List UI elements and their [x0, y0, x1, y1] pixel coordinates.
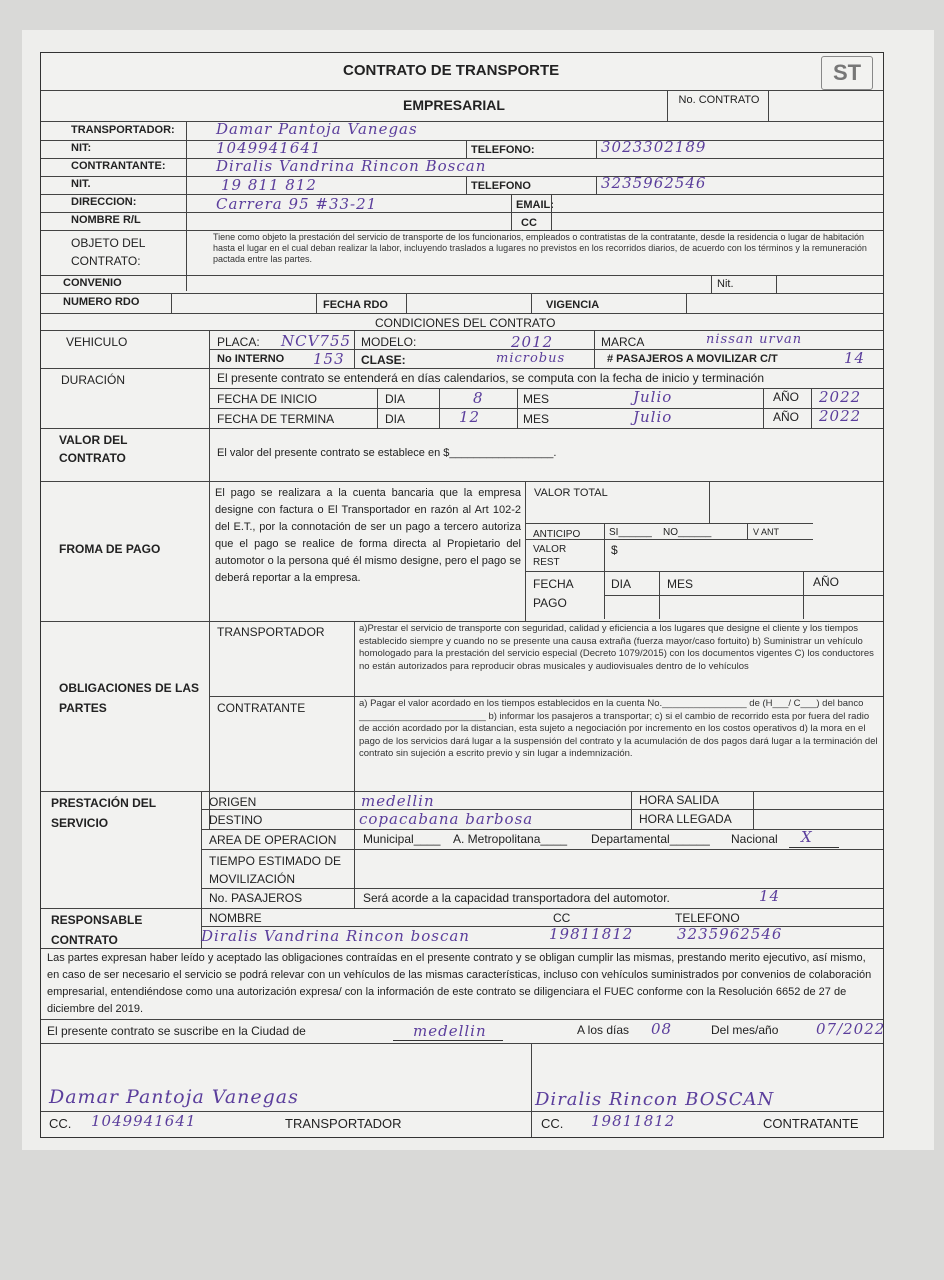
pago-text: El pago se realizara a la cuenta bancaria que la empresa designe con factura o El Transportador en razón al Art 102-2 del E.T., por la connotación de ser un pago a tercero autoriza que el pago se realice de forma directa al Propietario del automotor o la persona qué él mismo designe, pero el pago se deberá reportar a la empresa.	[215, 487, 521, 584]
duracion-text: El presente contrato se entenderá en días calendarios, se computa con la fecha de inicio y terminación	[217, 371, 764, 385]
fin-ano-value: 2022	[819, 407, 862, 425]
anticipo-si: SI______	[609, 527, 652, 538]
ciudad-label: El presente contrato se suscribe en la Ciudad de	[47, 1024, 306, 1038]
hora-llegada-label: HORA LLEGADA	[639, 812, 732, 826]
fin-mes-label: MES	[523, 412, 550, 426]
obligaciones-label: OBLIGACIONES DE LAS PARTES	[59, 681, 200, 715]
divider	[41, 330, 883, 331]
placa-value: NCV755	[281, 332, 352, 350]
tiempo-label: TIEMPO ESTIMADO DE MOVILIZACIÓN	[209, 854, 342, 886]
interno-label: No INTERNO	[217, 353, 285, 365]
area-municipal: Municipal____	[363, 832, 441, 846]
divider	[631, 791, 632, 829]
resp-cc-value: 19811812	[549, 925, 634, 943]
divider	[41, 230, 883, 231]
divider	[525, 523, 813, 524]
divider	[186, 121, 187, 291]
obl-contratante-text: a) Pagar el valor acordado en los tiempos establecidos en la cuenta No.________________ de (H___/ C___) del banco ________________________ b) informar los pasajeros a transportar; c) si el cambio de recorrido esta por fuera del radio de acción acordado por la distancian, esta sujeto a negociación por incremento en los costos operativos d) la mora en el pago de los servicios dará lugar a la suspensión del contrato y la acumulación de dos pagos dará lugar a la terminación del contrato sin sujeción a escrito previo y sin lugar a indemnización.	[359, 698, 878, 759]
fin-dia-label: DIA	[385, 412, 406, 426]
conditions-title: CONDICIONES DEL CONTRATO	[375, 316, 556, 330]
vehiculo-label: VEHICULO	[66, 335, 128, 349]
divider	[776, 275, 777, 293]
divider	[201, 809, 883, 810]
email-label: EMAIL:	[516, 199, 554, 211]
nacional-line	[789, 847, 839, 848]
area-metropolitana: A. Metropolitana____	[453, 832, 568, 846]
contract-form	[40, 52, 884, 1138]
contratante-value: Diralis Vandrina Rincon Boscan	[216, 157, 487, 175]
area-nacional: Nacional	[731, 832, 778, 846]
inicio-mes-value: Julio	[633, 388, 673, 406]
divider	[525, 539, 813, 540]
fecha-termina-label: FECHA DE TERMINA	[217, 412, 335, 426]
form-subtitle: EMPRESARIAL	[403, 97, 505, 113]
divider	[41, 1043, 883, 1044]
destino-label: DESTINO	[209, 813, 263, 827]
transportador-cc-label: CC.	[49, 1116, 72, 1131]
divider	[41, 176, 883, 177]
fecha-inicio-label: FECHA DE INICIO	[217, 392, 318, 406]
inicio-dia-value: 8	[473, 389, 484, 407]
pasajeros-label: # PASAJEROS A MOVILIZAR C/T	[607, 353, 778, 365]
nombre-rl-label: NOMBRE R/L	[71, 214, 141, 226]
transportador-sign-label: TRANSPORTADOR	[285, 1116, 402, 1131]
direccion-label: DIRECCION:	[71, 196, 137, 208]
objeto-text: Tiene como objeto la prestación del servicio de transporte de los funcionarios, empleados o contratistas de la contratante, desde la residencia o lugar de habitación hasta el lugar en el cual deban realizar la labor, incluyendo traslados a lugares no previstos en los recorridos diarios, de acuerdo con los términos y la remuneración pactada entre las partes.	[213, 232, 867, 264]
rdo-label: NUMERO RDO	[63, 296, 140, 308]
divider	[209, 349, 883, 350]
divider	[41, 140, 883, 141]
modelo-label: MODELO:	[361, 335, 417, 349]
clase-label: CLASE:	[361, 353, 406, 367]
objeto-label: OBJETO DEL CONTRATO:	[71, 236, 146, 268]
pago-mes-label: MES	[667, 577, 694, 591]
divider	[41, 948, 883, 949]
divider	[466, 176, 467, 194]
divider	[753, 791, 754, 829]
contratante-sign-label: CONTRATANTE	[763, 1116, 859, 1131]
divider	[201, 829, 883, 830]
nit-label: NIT:	[71, 142, 92, 154]
divider	[209, 388, 883, 389]
divider	[41, 791, 883, 792]
hora-salida-label: HORA SALIDA	[639, 793, 720, 807]
resp-nombre-label: NOMBRE	[209, 911, 262, 925]
responsable-label: RESPONSABLE CONTRATO	[51, 913, 143, 947]
obl-transportador-label: TRANSPORTADOR	[217, 625, 325, 639]
valor-label: VALOR DEL CONTRATO	[59, 433, 128, 465]
obl-transportador-text: a)Prestar el servicio de transporte con seguridad, calidad y eficiencia a los lugares que designe el cliente y los tiempos establecido siempre y cuando no se presente una causa extraña (fuerza mayor/caso fortuito) b) Suministrar un vehículo homologado para la prestación del servicio especial (Decreto 1079/2015) con los documentos vigentes C) los conductores no están autorizados para reproducir obras musicales y audiovisuales dentro de lo vehículos	[359, 623, 874, 672]
divider	[41, 194, 883, 195]
inicio-dia-label: DIA	[385, 392, 406, 406]
divider	[406, 293, 407, 313]
contratante-cc-label: CC.	[541, 1116, 564, 1131]
contratante-label: CONTRANTANTE:	[71, 160, 166, 172]
contratante-cc-value: 19811812	[591, 1112, 676, 1130]
divider	[209, 696, 883, 697]
mes-ano-label: Del mes/año	[711, 1023, 779, 1037]
valor-rest-label: VALOR REST	[533, 544, 567, 568]
divider	[596, 176, 597, 194]
direccion-value: Carrera 95 #33-21	[216, 195, 378, 213]
divider	[41, 908, 883, 909]
divider	[41, 481, 883, 482]
divider	[531, 293, 532, 313]
transportador-label: TRANSPORTADOR:	[71, 124, 175, 136]
valor-rest-dollar: $	[611, 543, 618, 557]
resp-nombre-value: Diralis Vandrina Rincon boscan	[201, 927, 470, 945]
divider	[525, 481, 526, 621]
no-pasajeros-text: Será acorde a la capacidad transportadora del automotor.	[363, 891, 670, 905]
divider	[686, 293, 687, 313]
anticipo-label: ANTICIPO	[533, 529, 581, 540]
divider	[41, 621, 883, 622]
fin-dia-value: 12	[459, 408, 481, 426]
vigencia-label: VIGENCIA	[546, 299, 600, 311]
valor-text: El valor del presente contrato se establece en $_________________.	[217, 447, 557, 459]
contratante-signature: Diralis Rincon BOSCAN	[535, 1089, 775, 1110]
fecha-rdo-label: FECHA RDO	[323, 299, 388, 311]
divider	[466, 140, 467, 158]
dias-value: 08	[651, 1020, 673, 1038]
nit-value: 1049941641	[216, 139, 322, 157]
v-ant-label: V ANT	[753, 527, 780, 537]
no-pasajeros-value: 14	[759, 887, 781, 905]
closing-text: Las partes expresan haber leído y aceptado las obligaciones contraídas en el presente contrato y se obligan cumplir las mismas, prestando merito ejecutivo, así mismo, en caso de ser necesario el servicio se podrá relevar con un vehículos de las mismas características, incluso con vehículos suministrados por convenios de colaboración empresarial, entendiéndose como una autorización expresa/ con la información de este contrato se diligenciara el FUEC conforme con la Resolución 6652 de 27 de diciembre del 2019.	[47, 952, 872, 1015]
pago-label: FROMA DE PAGO	[59, 542, 161, 556]
transportador-value: Damar Pantoja Vanegas	[216, 120, 418, 138]
mes-ano-value: 07/2022	[816, 1020, 886, 1038]
pago-dia-label: DIA	[611, 577, 632, 591]
nacional-mark: X	[801, 828, 813, 846]
transportador-cc-value: 1049941641	[91, 1112, 197, 1130]
divider	[41, 121, 883, 122]
divider	[201, 849, 883, 850]
fin-mes-value: Julio	[633, 408, 673, 426]
cc-label: CC	[521, 217, 537, 229]
divider	[709, 481, 710, 523]
divider	[747, 523, 748, 539]
pago-ano-label: AÑO	[813, 575, 840, 589]
pasajeros-value: 14	[844, 349, 866, 367]
divider	[171, 293, 172, 313]
nit2-label: NIT.	[71, 178, 91, 190]
inicio-ano-label: AÑO	[773, 390, 800, 404]
divider	[596, 140, 597, 158]
placa-label: PLACA:	[217, 335, 260, 349]
divider	[209, 408, 883, 409]
divider	[316, 293, 317, 313]
divider	[41, 212, 883, 213]
fecha-pago-label: FECHA PAGO	[533, 577, 574, 610]
divider	[604, 595, 883, 596]
no-pasajeros-label: No. PASAJEROS	[209, 891, 303, 905]
divider	[41, 368, 883, 369]
origen-value: medellin	[361, 792, 435, 810]
divider	[201, 888, 883, 889]
transportador-signature: Damar Pantoja Vanegas	[49, 1086, 299, 1108]
anticipo-no: NO______	[663, 527, 712, 538]
divider	[531, 1043, 532, 1137]
divider	[354, 621, 355, 791]
clase-value: microbus	[496, 351, 566, 366]
resp-telefono-value: 3235962546	[677, 925, 783, 943]
telefono2-value: 3235962546	[601, 174, 707, 192]
divider	[41, 313, 883, 314]
nit3-label: Nit.	[717, 278, 734, 290]
fin-ano-label: AÑO	[773, 410, 800, 424]
company-logo: ST	[821, 56, 873, 90]
inicio-ano-value: 2022	[819, 388, 862, 406]
inicio-mes-label: MES	[523, 392, 550, 406]
nit2-value: 19 811 812	[221, 176, 317, 194]
divider	[41, 275, 883, 276]
contract-no-label: No. CONTRATO	[678, 94, 760, 106]
modelo-value: 2012	[511, 333, 554, 351]
origen-label: ORIGEN	[209, 795, 257, 809]
divider	[41, 293, 883, 294]
obl-contratante-label: CONTRATANTE	[217, 701, 306, 715]
destino-value: copacabana barbosa	[359, 810, 534, 828]
servicio-label: PRESTACIÓN DEL SERVICIO	[51, 796, 156, 830]
divider	[711, 275, 712, 293]
divider	[41, 1019, 883, 1020]
resp-telefono-label: TELEFONO	[675, 911, 740, 925]
dias-label: A los días	[577, 1023, 630, 1037]
divider	[41, 428, 883, 429]
convenio-label: CONVENIO	[63, 277, 122, 289]
ciudad-line	[393, 1040, 503, 1041]
duracion-label: DURACIÓN	[61, 373, 126, 387]
valor-total-label: VALOR TOTAL	[534, 487, 608, 499]
interno-value: 153	[313, 350, 345, 368]
marca-label: MARCA	[601, 335, 645, 349]
divider	[209, 330, 210, 830]
telefono-value: 3023302189	[601, 138, 707, 156]
divider	[525, 571, 883, 572]
telefono-label: TELEFONO:	[471, 144, 535, 156]
ciudad-value: medellin	[413, 1022, 487, 1040]
marca-value: nissan urvan	[706, 332, 803, 347]
area-label: AREA DE OPERACION	[209, 833, 337, 847]
resp-cc-label: CC	[553, 911, 571, 925]
telefono2-label: TELEFONO	[471, 180, 531, 192]
form-title: CONTRATO DE TRANSPORTE	[343, 62, 560, 79]
area-departamental: Departamental______	[591, 832, 710, 846]
